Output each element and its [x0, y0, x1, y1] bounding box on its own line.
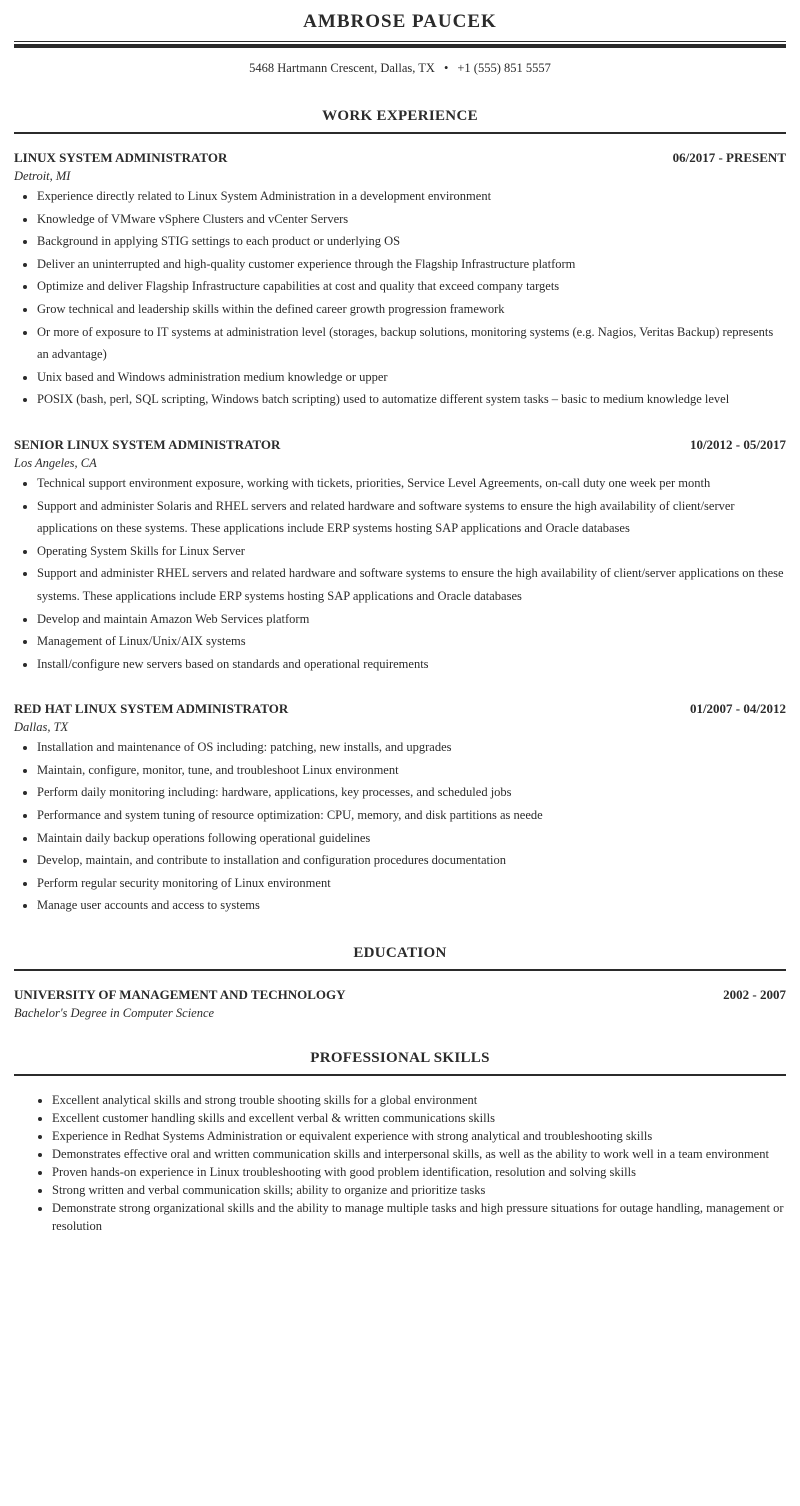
list-item: • Experience directly related to Linux System Administration in a development environment: [37, 185, 786, 208]
address: 5468 Hartmann Crescent, Dallas, TX: [249, 61, 435, 75]
list-item: • Develop, maintain, and contribute to installation and configuration procedures documentation: [37, 849, 786, 872]
job-location: Detroit, MI: [14, 169, 71, 183]
education-entry: [14, 987, 786, 1022]
job-dates: 10/2012 - 05/2017: [689, 436, 786, 452]
list-item: • Support and administer RHEL servers and related hardware and software systems to ensure the high availability of client/server applications on these systems. These applications include ERP systems hosting SAP applications and Oracle databases: [37, 562, 786, 607]
contact-separator: •: [443, 61, 449, 75]
list-item: • Operating System Skills for Linux Server: [37, 540, 786, 563]
phone: +1 (555) 851 5557: [457, 61, 551, 75]
job-dates: 01/2007 - 04/2012: [689, 701, 786, 717]
education-dates: 2002 - 2007: [723, 987, 786, 1003]
list-item: • Performance and system tuning of resource optimization: CPU, memory, and disk partitions as neede: [37, 804, 786, 827]
list-item: • Unix based and Windows administration medium knowledge or upper: [37, 366, 786, 389]
job-entry: [14, 701, 786, 917]
resume-page: [14, 0, 786, 1235]
list-item: • Develop and maintain Amazon Web Services platform: [37, 608, 786, 631]
list-item: • Installation and maintenance of OS including: patching, new installs, and upgrades: [37, 736, 786, 759]
job-bullets: [14, 185, 786, 411]
education-section: [14, 944, 786, 1022]
candidate-name: AMBROSE PAUCEK: [303, 11, 497, 32]
list-item: • Excellent customer handling skills and excellent verbal & written communications skills: [52, 1109, 786, 1127]
job-bullets: [14, 736, 786, 917]
list-item: • Install/configure new servers based on standards and operational requirements: [37, 653, 786, 676]
list-item: • Support and administer Solaris and RHEL servers and related hardware and software systems to ensure the high availability of client/server applications on these systems. These applications include ERP systems hosting SAP applications and Oracle databases: [37, 495, 786, 540]
job-entry: [14, 150, 786, 411]
job-title: RED HAT LINUX SYSTEM ADMINISTRATOR: [14, 701, 289, 717]
list-item: • Excellent analytical skills and strong trouble shooting skills for a global environment: [52, 1091, 786, 1109]
work-experience-section: [14, 107, 786, 917]
job-location: Los Angeles, CA: [14, 455, 97, 470]
list-item: • Or more of exposure to IT systems at administration level (storages, backup solutions, monitoring systems (e.g. Nagios, Veritas Backup) represents an advantage): [37, 321, 786, 366]
job-bullets: [14, 472, 786, 675]
job-title: LINUX SYSTEM ADMINISTRATOR: [14, 150, 228, 165]
list-item: • Manage user accounts and access to systems: [37, 894, 786, 917]
section-divider: [14, 1074, 786, 1076]
job-location: Dallas, TX: [14, 720, 69, 735]
list-item: • Optimize and deliver Flagship Infrastructure capabilities at cost and quality that exceed company targets: [37, 275, 786, 298]
list-item: • POSIX (bash, perl, SQL scripting, Windows batch scripting) used to automatize different system tasks – basic to medium knowledge level: [37, 388, 786, 411]
list-item: • Grow technical and leadership skills within the defined career growth progression framework: [37, 298, 786, 321]
list-item: • Knowledge of VMware vSphere Clusters and vCenter Servers: [37, 208, 786, 231]
list-item: • Management of Linux/Unix/AIX systems: [37, 630, 786, 653]
section-title-skills: PROFESSIONAL SKILLS: [310, 1050, 490, 1067]
list-item: • Strong written and verbal communication skills; ability to organize and prioritize tasks: [52, 1181, 786, 1199]
list-item: • Proven hands-on experience in Linux troubleshooting with good problem identification, resolution and solving skills: [52, 1163, 786, 1181]
list-item: • Maintain, configure, monitor, tune, and troubleshoot Linux environment: [37, 759, 786, 782]
section-title-work: WORK EXPERIENCE: [322, 108, 478, 124]
list-item: • Technical support environment exposure, working with tickets, priorities, Service Level Agreements, on-call duty one week per month: [37, 472, 786, 495]
list-item: • Deliver an uninterrupted and high-quality customer experience through the Flagship Infrastructure platform: [37, 253, 786, 276]
section-divider: [14, 969, 786, 971]
job-entry: [14, 437, 786, 675]
list-item: • Demonstrates effective oral and written communication skills and interpersonal skills, as well as the ability to work well in a team environment: [52, 1145, 786, 1163]
list-item: • Experience in Redhat Systems Administration or equivalent experience with strong analytical and troubleshooting skills: [52, 1127, 786, 1145]
skills-section: [14, 1049, 786, 1235]
school-name: UNIVERSITY OF MANAGEMENT AND TECHNOLOGY: [14, 987, 346, 1003]
list-item: • Demonstrate strong organizational skills and the ability to manage multiple tasks and high pressure situations for outage handling, management or resolution: [52, 1199, 786, 1235]
degree: Bachelor's Degree in Computer Science: [14, 1006, 215, 1021]
header-divider: [14, 41, 786, 48]
contact-line: [14, 60, 786, 76]
list-item: • Perform regular security monitoring of Linux environment: [37, 872, 786, 895]
job-dates: 06/2017 - PRESENT: [672, 150, 786, 165]
list-item: • Background in applying STIG settings to each product or underlying OS: [37, 230, 786, 253]
job-title: SENIOR LINUX SYSTEM ADMINISTRATOR: [14, 436, 281, 452]
list-item: • Perform daily monitoring including: hardware, applications, key processes, and scheduled jobs: [37, 781, 786, 804]
list-item: • Maintain daily backup operations following operational guidelines: [37, 827, 786, 850]
skills-list: [14, 1091, 786, 1235]
section-divider: [14, 132, 786, 134]
section-title-education: EDUCATION: [353, 945, 447, 962]
